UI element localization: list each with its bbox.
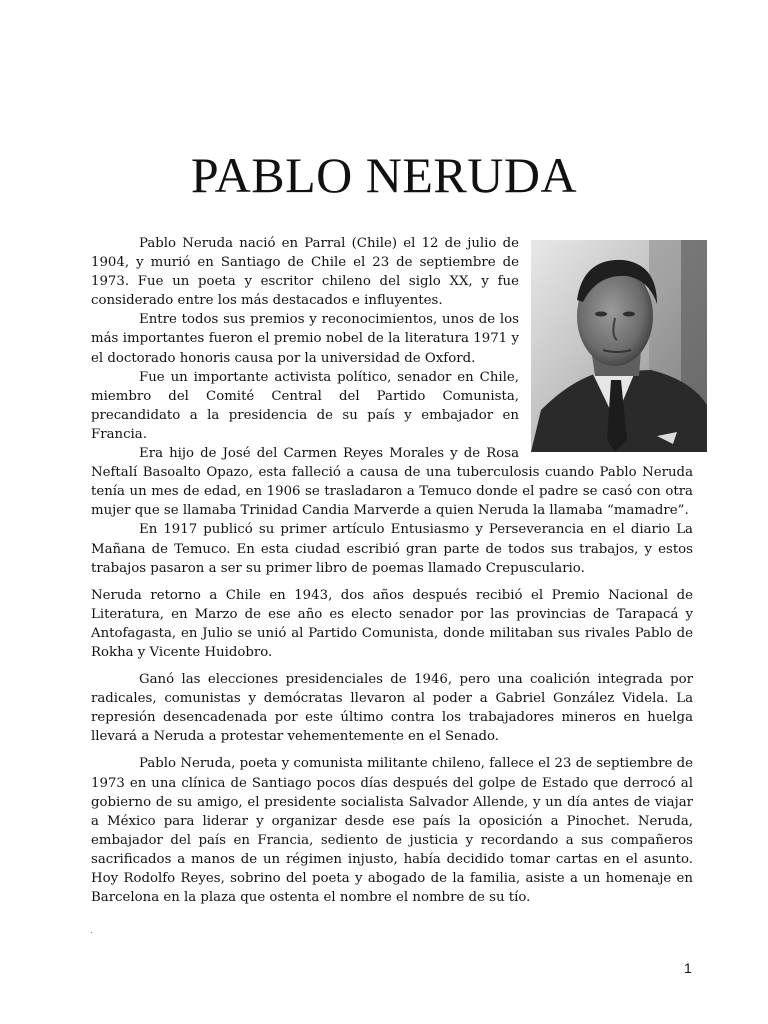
paragraph-8: Pablo Neruda, poeta y comunista militante chileno, fallece el 23 de septiembre de 1973 en una clínica de Santiago pocos días después del golpe de Estado que derrocó al gobierno de su amigo, el presidente socialista Salvador Allende, y un día antes de viajar a México para liderar y organizar desde ese país la oposición a Pinochet. Neruda, embajador del país en Francia, sediento de justicia y recordando a sus compañeros sacrificados a manos de un régimen injusto, había decidido tomar cartas en el asunto. Hoy Rodolfo Reyes, sobrino del poeta y abogado de la familia, asiste a un homenaje en Barcelona en la plaza que ostenta el nombre el nombre de su tío. <box>91 756 693 906</box>
stray-mark: . <box>90 926 93 935</box>
page-number: 1 <box>684 960 692 976</box>
paragraph-5: En 1917 publicó su primer artículo Entusiasmo y Perseverancia en el diario La Mañana de Temuco. En esta ciudad escribió gran parte de todos sus trabajos, y estos trabajos pasaron a ser su primer libro de poemas llamado Crepusculario. <box>91 522 693 576</box>
paragraph-1: Pablo Neruda nació en Parral (Chile) el 12 de julio de 1904, y murió en Santiago de Chile el 23 de septiembre de 1973. Fue un poeta y escritor chileno del siglo XX, y fue considerado entre los más destacados e influyentes. <box>91 236 519 309</box>
paragraph-7: Ganó las elecciones presidenciales de 1946, pero una coalición integrada por radicales, comunistas y demócratas llevaron al poder a Gabriel González Videla. La represión desencadenada por este último contra los trabajadores mineros en huelga llevará a Neruda a protestar vehementemente en el Senado. <box>91 672 693 745</box>
document-body <box>91 234 693 907</box>
portrait-photo <box>531 240 707 452</box>
portrait-image <box>531 240 707 452</box>
paragraph-3: Fue un importante activista político, senador en Chile, miembro del Comité Central del Partido Comunista, precandidato a la presidencia de su país y embajador en Francia. <box>91 369 519 442</box>
paragraph-2: Entre todos sus premios y reconocimientos, unos de los más importantes fueron el premio nobel de la literatura 1971 y el doctorado honoris causa por la universidad de Oxford. <box>91 312 519 366</box>
page-title: PABLO NERUDA <box>190 147 578 203</box>
paragraph-4: Era hijo de José del Carmen Reyes Morales y de Rosa Neftalí Basoalto Opazo, esta falleció a causa de una tuberculosis cuando Pablo Neruda tenía un mes de edad, en 1906 se trasladaron a Temuco donde el padre se casó con otra mujer que se llamaba Trinidad Candia Marverde a quien Neruda la llamaba “mamadre”. <box>91 446 693 519</box>
paragraph-6: Neruda retorno a Chile en 1943, dos años después recibió el Premio Nacional de Literatura, en Marzo de ese año es electo senador por las provincias de Tarapacá y Antofagasta, en Julio se unió al Partido Comunista, donde militaban sus rivales Pablo de Rokha y Vicente Huidobro. <box>91 587 693 660</box>
